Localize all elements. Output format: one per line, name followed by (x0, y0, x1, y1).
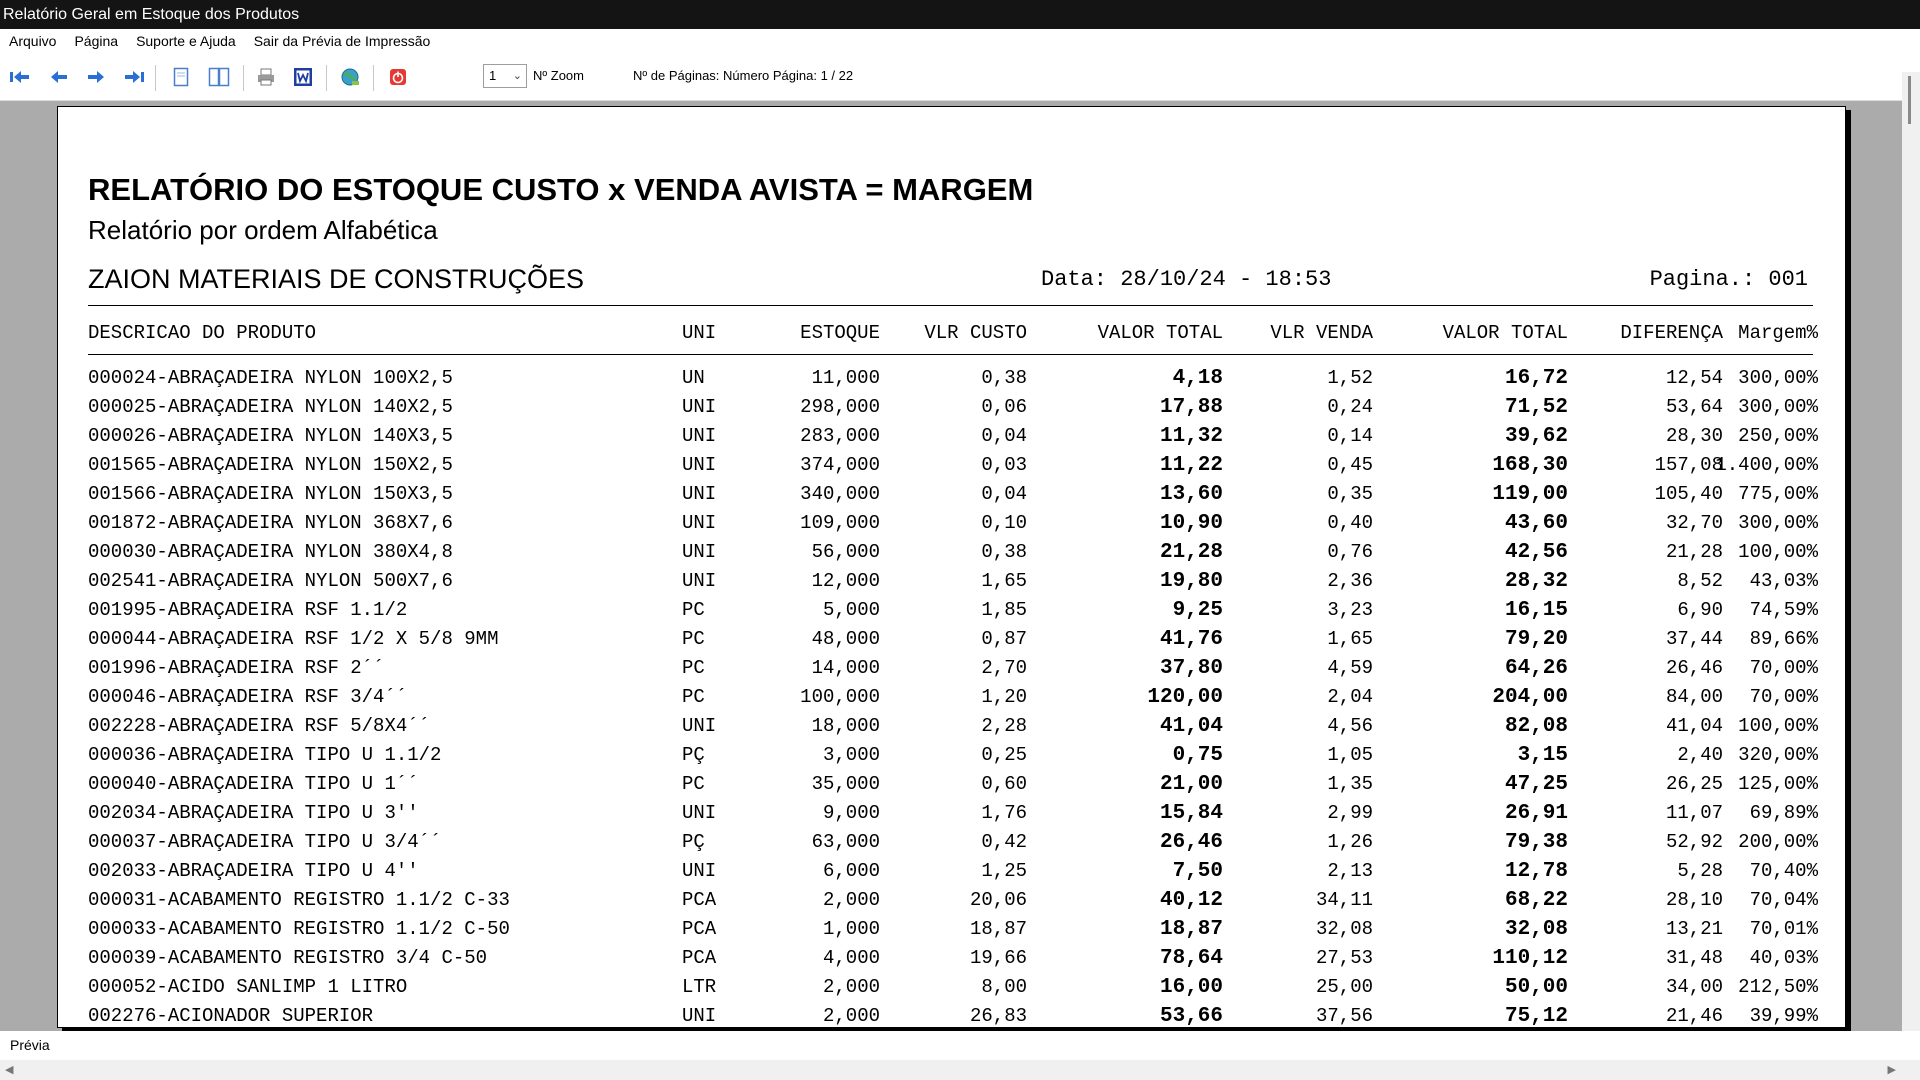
cell-vlr-custo: 8,00 (981, 976, 1027, 998)
cell-diferenca: 11,07 (1665, 802, 1723, 824)
cell-vlr-venda: 1,05 (1327, 744, 1373, 766)
cell-uni: PC (682, 599, 705, 621)
cell-valor-total-custo: 37,80 (1159, 657, 1223, 680)
report-subtitle: Relatório por ordem Alfabética (88, 215, 438, 245)
cell-descricao: 002034-ABRAÇADEIRA TIPO U 3'' (88, 802, 419, 824)
cell-vlr-custo: 20,06 (969, 889, 1027, 911)
cell-vlr-venda: 0,14 (1327, 425, 1373, 447)
cell-vlr-custo: 1,76 (981, 802, 1027, 824)
table-row (58, 742, 1845, 771)
next-page-button[interactable] (84, 65, 108, 89)
cell-margem: 300,00% (1738, 512, 1818, 534)
cell-vlr-custo: 0,04 (981, 425, 1027, 447)
cell-vlr-custo: 1,25 (981, 860, 1027, 882)
table-row (58, 974, 1845, 1003)
cell-margem: 70,00% (1749, 686, 1818, 708)
cell-valor-total-venda: 168,30 (1492, 454, 1568, 477)
print-icon (256, 67, 276, 87)
cell-valor-total-custo: 17,88 (1159, 396, 1223, 419)
cell-estoque: 18,000 (811, 715, 880, 737)
cell-valor-total-venda: 119,00 (1492, 483, 1568, 506)
cell-valor-total-venda: 71,52 (1504, 396, 1568, 419)
cell-vlr-custo: 0,06 (981, 396, 1027, 418)
cell-valor-total-venda: 12,78 (1504, 860, 1568, 883)
cell-vlr-venda: 0,45 (1327, 454, 1373, 476)
table-row (58, 684, 1845, 713)
cell-uni: PC (682, 628, 705, 650)
cell-descricao: 001565-ABRAÇADEIRA NYLON 150X2,5 (88, 454, 453, 476)
company-name: ZAION MATERIAIS DE CONSTRUÇÕES (88, 264, 585, 294)
cell-valor-total-custo: 26,46 (1159, 831, 1223, 854)
cell-valor-total-custo: 11,22 (1159, 454, 1223, 477)
table-row (58, 655, 1845, 684)
table-row (58, 510, 1845, 539)
cell-margem: 250,00% (1738, 425, 1818, 447)
cell-vlr-custo: 1,65 (981, 570, 1027, 592)
header-divider (88, 305, 1813, 306)
menu-pagina[interactable]: Página (74, 33, 119, 49)
scroll-right-icon[interactable]: ▶ (1887, 1064, 1896, 1076)
cell-estoque: 109,000 (800, 512, 880, 534)
cell-margem: 100,00% (1738, 715, 1818, 737)
menu-arquivo[interactable]: Arquivo (9, 33, 57, 49)
exit-button[interactable] (386, 65, 410, 89)
cell-margem: 775,00% (1738, 483, 1818, 505)
cell-diferenca: 8,52 (1677, 570, 1723, 592)
cell-valor-total-custo: 15,84 (1159, 802, 1223, 825)
table-row (58, 423, 1845, 452)
cell-diferenca: 26,25 (1665, 773, 1723, 795)
cell-diferenca: 13,21 (1665, 918, 1723, 940)
cell-margem: 100,00% (1738, 541, 1818, 563)
cell-vlr-venda: 0,35 (1327, 483, 1373, 505)
cell-descricao: 001872-ABRAÇADEIRA NYLON 368X7,6 (88, 512, 453, 534)
cell-descricao: 001996-ABRAÇADEIRA RSF 2´´ (88, 657, 385, 679)
cell-valor-total-custo: 53,66 (1159, 1005, 1223, 1028)
cell-vlr-venda: 0,24 (1327, 396, 1373, 418)
cell-valor-total-venda: 42,56 (1504, 541, 1568, 564)
cell-estoque: 4,000 (822, 947, 880, 969)
two-pages-button[interactable] (207, 65, 231, 89)
cell-uni: PCA (682, 947, 717, 969)
cell-diferenca: 34,00 (1665, 976, 1723, 998)
table-row (58, 887, 1845, 916)
table-row (58, 597, 1845, 626)
cell-vlr-venda: 37,56 (1315, 1005, 1373, 1027)
cell-margem: 39,99% (1749, 1005, 1818, 1027)
pages-info: Nº de Páginas: Número Página: 1 / 22 (633, 68, 854, 83)
first-page-button[interactable] (8, 65, 32, 89)
menu-bar (0, 29, 1920, 53)
table-row (58, 394, 1845, 423)
status-bar (0, 1031, 1920, 1060)
col-vlr-custo: VLR CUSTO (924, 322, 1027, 344)
report-date: Data: 28/10/24 - 18:53 (1041, 267, 1332, 292)
cell-vlr-custo: 0,04 (981, 483, 1027, 505)
cell-diferenca: 5,28 (1677, 860, 1723, 882)
col-uni: UNI (682, 322, 717, 344)
prev-page-icon (49, 69, 69, 85)
prev-page-button[interactable] (47, 65, 71, 89)
cell-diferenca: 53,64 (1665, 396, 1723, 418)
report-page (57, 106, 1846, 1028)
cell-uni: UNI (682, 454, 717, 476)
cell-uni: UNI (682, 396, 717, 418)
cell-estoque: 340,000 (800, 483, 880, 505)
cell-margem: 70,40% (1749, 860, 1818, 882)
cell-descricao: 000031-ACABAMENTO REGISTRO 1.1/2 C-33 (88, 889, 510, 911)
cell-valor-total-venda: 43,60 (1504, 512, 1568, 535)
cell-valor-total-venda: 3,15 (1517, 744, 1568, 767)
cell-valor-total-venda: 47,25 (1504, 773, 1568, 796)
cell-diferenca: 84,00 (1665, 686, 1723, 708)
table-row (58, 945, 1845, 974)
cell-vlr-custo: 1,20 (981, 686, 1027, 708)
cell-vlr-venda: 1,65 (1327, 628, 1373, 650)
cell-uni: UNI (682, 570, 717, 592)
cell-uni: UNI (682, 483, 717, 505)
cell-margem: 1.400,00% (1715, 454, 1818, 476)
toolbar-separator (373, 65, 374, 91)
cell-valor-total-custo: 78,64 (1159, 947, 1223, 970)
cell-diferenca: 12,54 (1665, 367, 1723, 389)
cell-descricao: 000044-ABRAÇADEIRA RSF 1/2 X 5/8 9MM (88, 628, 499, 650)
cell-diferenca: 2,40 (1677, 744, 1723, 766)
col-valor-total-venda: VALOR TOTAL (1442, 322, 1568, 344)
cell-margem: 43,03% (1749, 570, 1818, 592)
cell-estoque: 14,000 (811, 657, 880, 679)
cell-descricao: 000025-ABRAÇADEIRA NYLON 140X2,5 (88, 396, 453, 418)
cell-valor-total-venda: 204,00 (1492, 686, 1568, 709)
cell-uni: PCA (682, 889, 717, 911)
cell-valor-total-custo: 18,87 (1159, 918, 1223, 941)
cell-descricao: 000052-ACIDO SANLIMP 1 LITRO (88, 976, 408, 998)
cell-vlr-custo: 2,70 (981, 657, 1027, 679)
cell-margem: 89,66% (1749, 628, 1818, 650)
cell-valor-total-venda: 28,32 (1504, 570, 1568, 593)
cell-uni: UNI (682, 715, 717, 737)
cell-uni: PCA (682, 918, 717, 940)
cell-uni: UNI (682, 425, 717, 447)
cell-descricao: 000040-ABRAÇADEIRA TIPO U 1´´ (88, 773, 419, 795)
col-descricao: DESCRICAO DO PRODUTO (88, 322, 317, 344)
page-selector-value: 1 (489, 68, 497, 83)
cell-estoque: 2,000 (822, 1005, 880, 1027)
cell-valor-total-venda: 79,38 (1504, 831, 1568, 854)
cell-vlr-custo: 0,25 (981, 744, 1027, 766)
preview-area[interactable] (0, 101, 1902, 1031)
cell-margem: 320,00% (1738, 744, 1818, 766)
cell-uni: PÇ (682, 744, 705, 766)
cell-vlr-venda: 34,11 (1315, 889, 1373, 911)
cell-uni: UNI (682, 860, 717, 882)
cell-valor-total-custo: 13,60 (1159, 483, 1223, 506)
cell-estoque: 48,000 (811, 628, 880, 650)
cell-vlr-venda: 1,35 (1327, 773, 1373, 795)
cell-descricao: 002228-ABRAÇADEIRA RSF 5/8X4´´ (88, 715, 431, 737)
last-page-button[interactable] (122, 65, 146, 89)
cell-margem: 300,00% (1738, 367, 1818, 389)
cell-uni: UN (682, 367, 705, 389)
cell-vlr-custo: 18,87 (969, 918, 1027, 940)
cell-diferenca: 31,48 (1665, 947, 1723, 969)
col-margem: Margem% (1738, 322, 1818, 344)
web-export-button[interactable] (338, 65, 362, 89)
table-row (58, 829, 1845, 858)
cell-diferenca: 21,46 (1665, 1005, 1723, 1027)
table-row (58, 481, 1845, 510)
cell-vlr-custo: 2,28 (981, 715, 1027, 737)
cell-descricao: 000030-ABRAÇADEIRA NYLON 380X4,8 (88, 541, 453, 563)
cell-valor-total-custo: 21,00 (1159, 773, 1223, 796)
col-diferenca: DIFERENÇA (1620, 322, 1723, 344)
cell-valor-total-custo: 16,00 (1159, 976, 1223, 999)
cell-estoque: 2,000 (822, 889, 880, 911)
cell-diferenca: 28,10 (1665, 889, 1723, 911)
print-button[interactable] (254, 65, 278, 89)
table-row (58, 771, 1845, 800)
cell-descricao: 000039-ACABAMENTO REGISTRO 3/4 C-50 (88, 947, 488, 969)
cell-descricao: 000036-ABRAÇADEIRA TIPO U 1.1/2 (88, 744, 442, 766)
scroll-thumb[interactable] (1908, 76, 1911, 124)
cell-diferenca: 41,04 (1665, 715, 1723, 737)
cell-valor-total-venda: 110,12 (1492, 947, 1568, 970)
cell-diferenca: 37,44 (1665, 628, 1723, 650)
cell-diferenca: 6,90 (1677, 599, 1723, 621)
cell-valor-total-venda: 50,00 (1504, 976, 1568, 999)
cell-vlr-venda: 1,26 (1327, 831, 1373, 853)
cell-estoque: 298,000 (800, 396, 880, 418)
cell-vlr-custo: 0,42 (981, 831, 1027, 853)
word-export-button[interactable] (291, 65, 315, 89)
cell-descricao: 000033-ACABAMENTO REGISTRO 1.1/2 C-50 (88, 918, 510, 940)
zoom-label: Nº Zoom (533, 68, 584, 83)
cell-diferenca: 26,46 (1665, 657, 1723, 679)
cell-vlr-venda: 2,04 (1327, 686, 1373, 708)
cell-vlr-custo: 26,83 (969, 1005, 1027, 1027)
cell-vlr-custo: 1,85 (981, 599, 1027, 621)
scroll-left-icon[interactable]: ◀ (5, 1064, 14, 1076)
cell-margem: 125,00% (1738, 773, 1818, 795)
cell-margem: 40,03% (1749, 947, 1818, 969)
cell-margem: 300,00% (1738, 396, 1818, 418)
status-text: Prévia (10, 1037, 50, 1053)
cell-vlr-custo: 0,03 (981, 454, 1027, 476)
table-row (58, 626, 1845, 655)
table-row (58, 916, 1845, 945)
cell-estoque: 283,000 (800, 425, 880, 447)
cell-valor-total-venda: 16,15 (1504, 599, 1568, 622)
horizontal-scrollbar[interactable] (0, 1060, 1920, 1080)
cell-estoque: 56,000 (811, 541, 880, 563)
cell-uni: PC (682, 686, 705, 708)
cell-diferenca: 105,40 (1654, 483, 1723, 505)
cell-vlr-venda: 25,00 (1315, 976, 1373, 998)
vertical-scrollbar[interactable] (1902, 72, 1920, 1059)
cell-uni: UNI (682, 802, 717, 824)
report-rows (58, 365, 1845, 1028)
cell-valor-total-custo: 40,12 (1159, 889, 1223, 912)
cell-uni: PC (682, 773, 705, 795)
cell-vlr-venda: 0,76 (1327, 541, 1373, 563)
column-divider (88, 354, 1813, 355)
col-estoque: ESTOQUE (800, 322, 880, 344)
cell-descricao: 000026-ABRAÇADEIRA NYLON 140X3,5 (88, 425, 453, 447)
cell-valor-total-venda: 26,91 (1504, 802, 1568, 825)
cell-margem: 70,04% (1749, 889, 1818, 911)
report-title: RELATÓRIO DO ESTOQUE CUSTO x VENDA AVISTA = MARGEM (88, 172, 1034, 207)
cell-valor-total-custo: 7,50 (1172, 860, 1223, 883)
toolbar-separator (326, 65, 327, 91)
cell-vlr-venda: 0,40 (1327, 512, 1373, 534)
cell-estoque: 5,000 (822, 599, 880, 621)
cell-uni: PC (682, 657, 705, 679)
cell-valor-total-custo: 0,75 (1172, 744, 1223, 767)
next-page-icon (86, 69, 106, 85)
cell-descricao: 000037-ABRAÇADEIRA TIPO U 3/4´´ (88, 831, 442, 853)
cell-valor-total-venda: 79,20 (1504, 628, 1568, 651)
single-page-button[interactable] (169, 65, 193, 89)
cell-estoque: 2,000 (822, 976, 880, 998)
cell-vlr-venda: 2,36 (1327, 570, 1373, 592)
window-title: Relatório Geral em Estoque dos Produtos (0, 0, 1920, 29)
cell-vlr-venda: 2,13 (1327, 860, 1373, 882)
cell-valor-total-venda: 82,08 (1504, 715, 1568, 738)
table-row (58, 1003, 1845, 1028)
table-row (58, 568, 1845, 597)
cell-diferenca: 21,28 (1665, 541, 1723, 563)
cell-diferenca: 157,08 (1654, 454, 1723, 476)
table-row (58, 858, 1845, 887)
menu-suporte[interactable]: Suporte e Ajuda (136, 33, 236, 49)
web-export-icon (339, 66, 361, 88)
cell-estoque: 11,000 (811, 367, 880, 389)
cell-uni: UNI (682, 1005, 717, 1027)
cell-estoque: 100,000 (800, 686, 880, 708)
cell-valor-total-venda: 16,72 (1504, 367, 1568, 390)
cell-margem: 70,01% (1749, 918, 1818, 940)
cell-descricao: 002541-ABRAÇADEIRA NYLON 500X7,6 (88, 570, 453, 592)
col-vlr-venda: VLR VENDA (1270, 322, 1373, 344)
cell-vlr-custo: 0,60 (981, 773, 1027, 795)
cell-margem: 69,89% (1749, 802, 1818, 824)
cell-margem: 74,59% (1749, 599, 1818, 621)
cell-vlr-custo: 0,38 (981, 367, 1027, 389)
cell-descricao: 001995-ABRAÇADEIRA RSF 1.1/2 (88, 599, 408, 621)
cell-diferenca: 52,92 (1665, 831, 1723, 853)
cell-vlr-venda: 4,59 (1327, 657, 1373, 679)
first-page-icon (9, 69, 31, 85)
cell-valor-total-custo: 21,28 (1159, 541, 1223, 564)
cell-descricao: 001566-ABRAÇADEIRA NYLON 150X3,5 (88, 483, 453, 505)
cell-valor-total-custo: 120,00 (1147, 686, 1223, 709)
cell-diferenca: 32,70 (1665, 512, 1723, 534)
cell-valor-total-custo: 4,18 (1172, 367, 1223, 390)
cell-valor-total-venda: 39,62 (1504, 425, 1568, 448)
table-row (58, 452, 1845, 481)
cell-vlr-venda: 2,99 (1327, 802, 1373, 824)
cell-valor-total-venda: 64,26 (1504, 657, 1568, 680)
cell-estoque: 3,000 (822, 744, 880, 766)
exit-icon (388, 67, 408, 87)
cell-vlr-custo: 0,10 (981, 512, 1027, 534)
cell-vlr-custo: 0,38 (981, 541, 1027, 563)
col-valor-total-custo: VALOR TOTAL (1097, 322, 1223, 344)
cell-uni: UNI (682, 541, 717, 563)
last-page-icon (123, 69, 145, 85)
toolbar-separator (155, 65, 156, 91)
cell-estoque: 9,000 (822, 802, 880, 824)
toolbar-separator (243, 65, 244, 91)
cell-descricao: 002033-ABRAÇADEIRA TIPO U 4'' (88, 860, 419, 882)
table-row (58, 539, 1845, 568)
cell-descricao: 000024-ABRAÇADEIRA NYLON 100X2,5 (88, 367, 453, 389)
two-pages-icon (208, 67, 230, 87)
cell-uni: PÇ (682, 831, 705, 853)
cell-diferenca: 28,30 (1665, 425, 1723, 447)
cell-descricao: 002276-ACIONADOR SUPERIOR (88, 1005, 374, 1027)
cell-valor-total-custo: 19,80 (1159, 570, 1223, 593)
table-row (58, 713, 1845, 742)
chevron-down-icon: ⌄ (512, 70, 522, 82)
cell-valor-total-custo: 9,25 (1172, 599, 1223, 622)
cell-estoque: 35,000 (811, 773, 880, 795)
cell-vlr-venda: 27,53 (1315, 947, 1373, 969)
cell-valor-total-custo: 11,32 (1159, 425, 1223, 448)
cell-vlr-venda: 3,23 (1327, 599, 1373, 621)
cell-margem: 200,00% (1738, 831, 1818, 853)
cell-descricao: 000046-ABRAÇADEIRA RSF 3/4´´ (88, 686, 408, 708)
cell-valor-total-custo: 41,76 (1159, 628, 1223, 651)
table-row (58, 800, 1845, 829)
cell-estoque: 1,000 (822, 918, 880, 940)
cell-estoque: 374,000 (800, 454, 880, 476)
cell-uni: LTR (682, 976, 717, 998)
single-page-icon (173, 67, 189, 87)
cell-valor-total-venda: 75,12 (1504, 1005, 1568, 1028)
cell-margem: 70,00% (1749, 657, 1818, 679)
menu-sair-previa[interactable]: Sair da Prévia de Impressão (253, 33, 431, 49)
cell-vlr-venda: 32,08 (1315, 918, 1373, 940)
report-page-number: Pagina.: 001 (1649, 267, 1808, 292)
cell-valor-total-custo: 10,90 (1159, 512, 1223, 535)
cell-estoque: 12,000 (811, 570, 880, 592)
cell-uni: UNI (682, 512, 717, 534)
cell-vlr-venda: 1,52 (1327, 367, 1373, 389)
word-export-icon (293, 67, 313, 87)
page-selector[interactable] (483, 64, 527, 88)
cell-vlr-custo: 0,87 (981, 628, 1027, 650)
cell-vlr-custo: 19,66 (969, 947, 1027, 969)
cell-valor-total-custo: 41,04 (1159, 715, 1223, 738)
cell-estoque: 63,000 (811, 831, 880, 853)
table-row (58, 365, 1845, 394)
cell-valor-total-venda: 68,22 (1504, 889, 1568, 912)
cell-estoque: 6,000 (822, 860, 880, 882)
cell-margem: 212,50% (1738, 976, 1818, 998)
cell-valor-total-venda: 32,08 (1504, 918, 1568, 941)
toolbar (0, 53, 1920, 101)
cell-vlr-venda: 4,56 (1327, 715, 1373, 737)
